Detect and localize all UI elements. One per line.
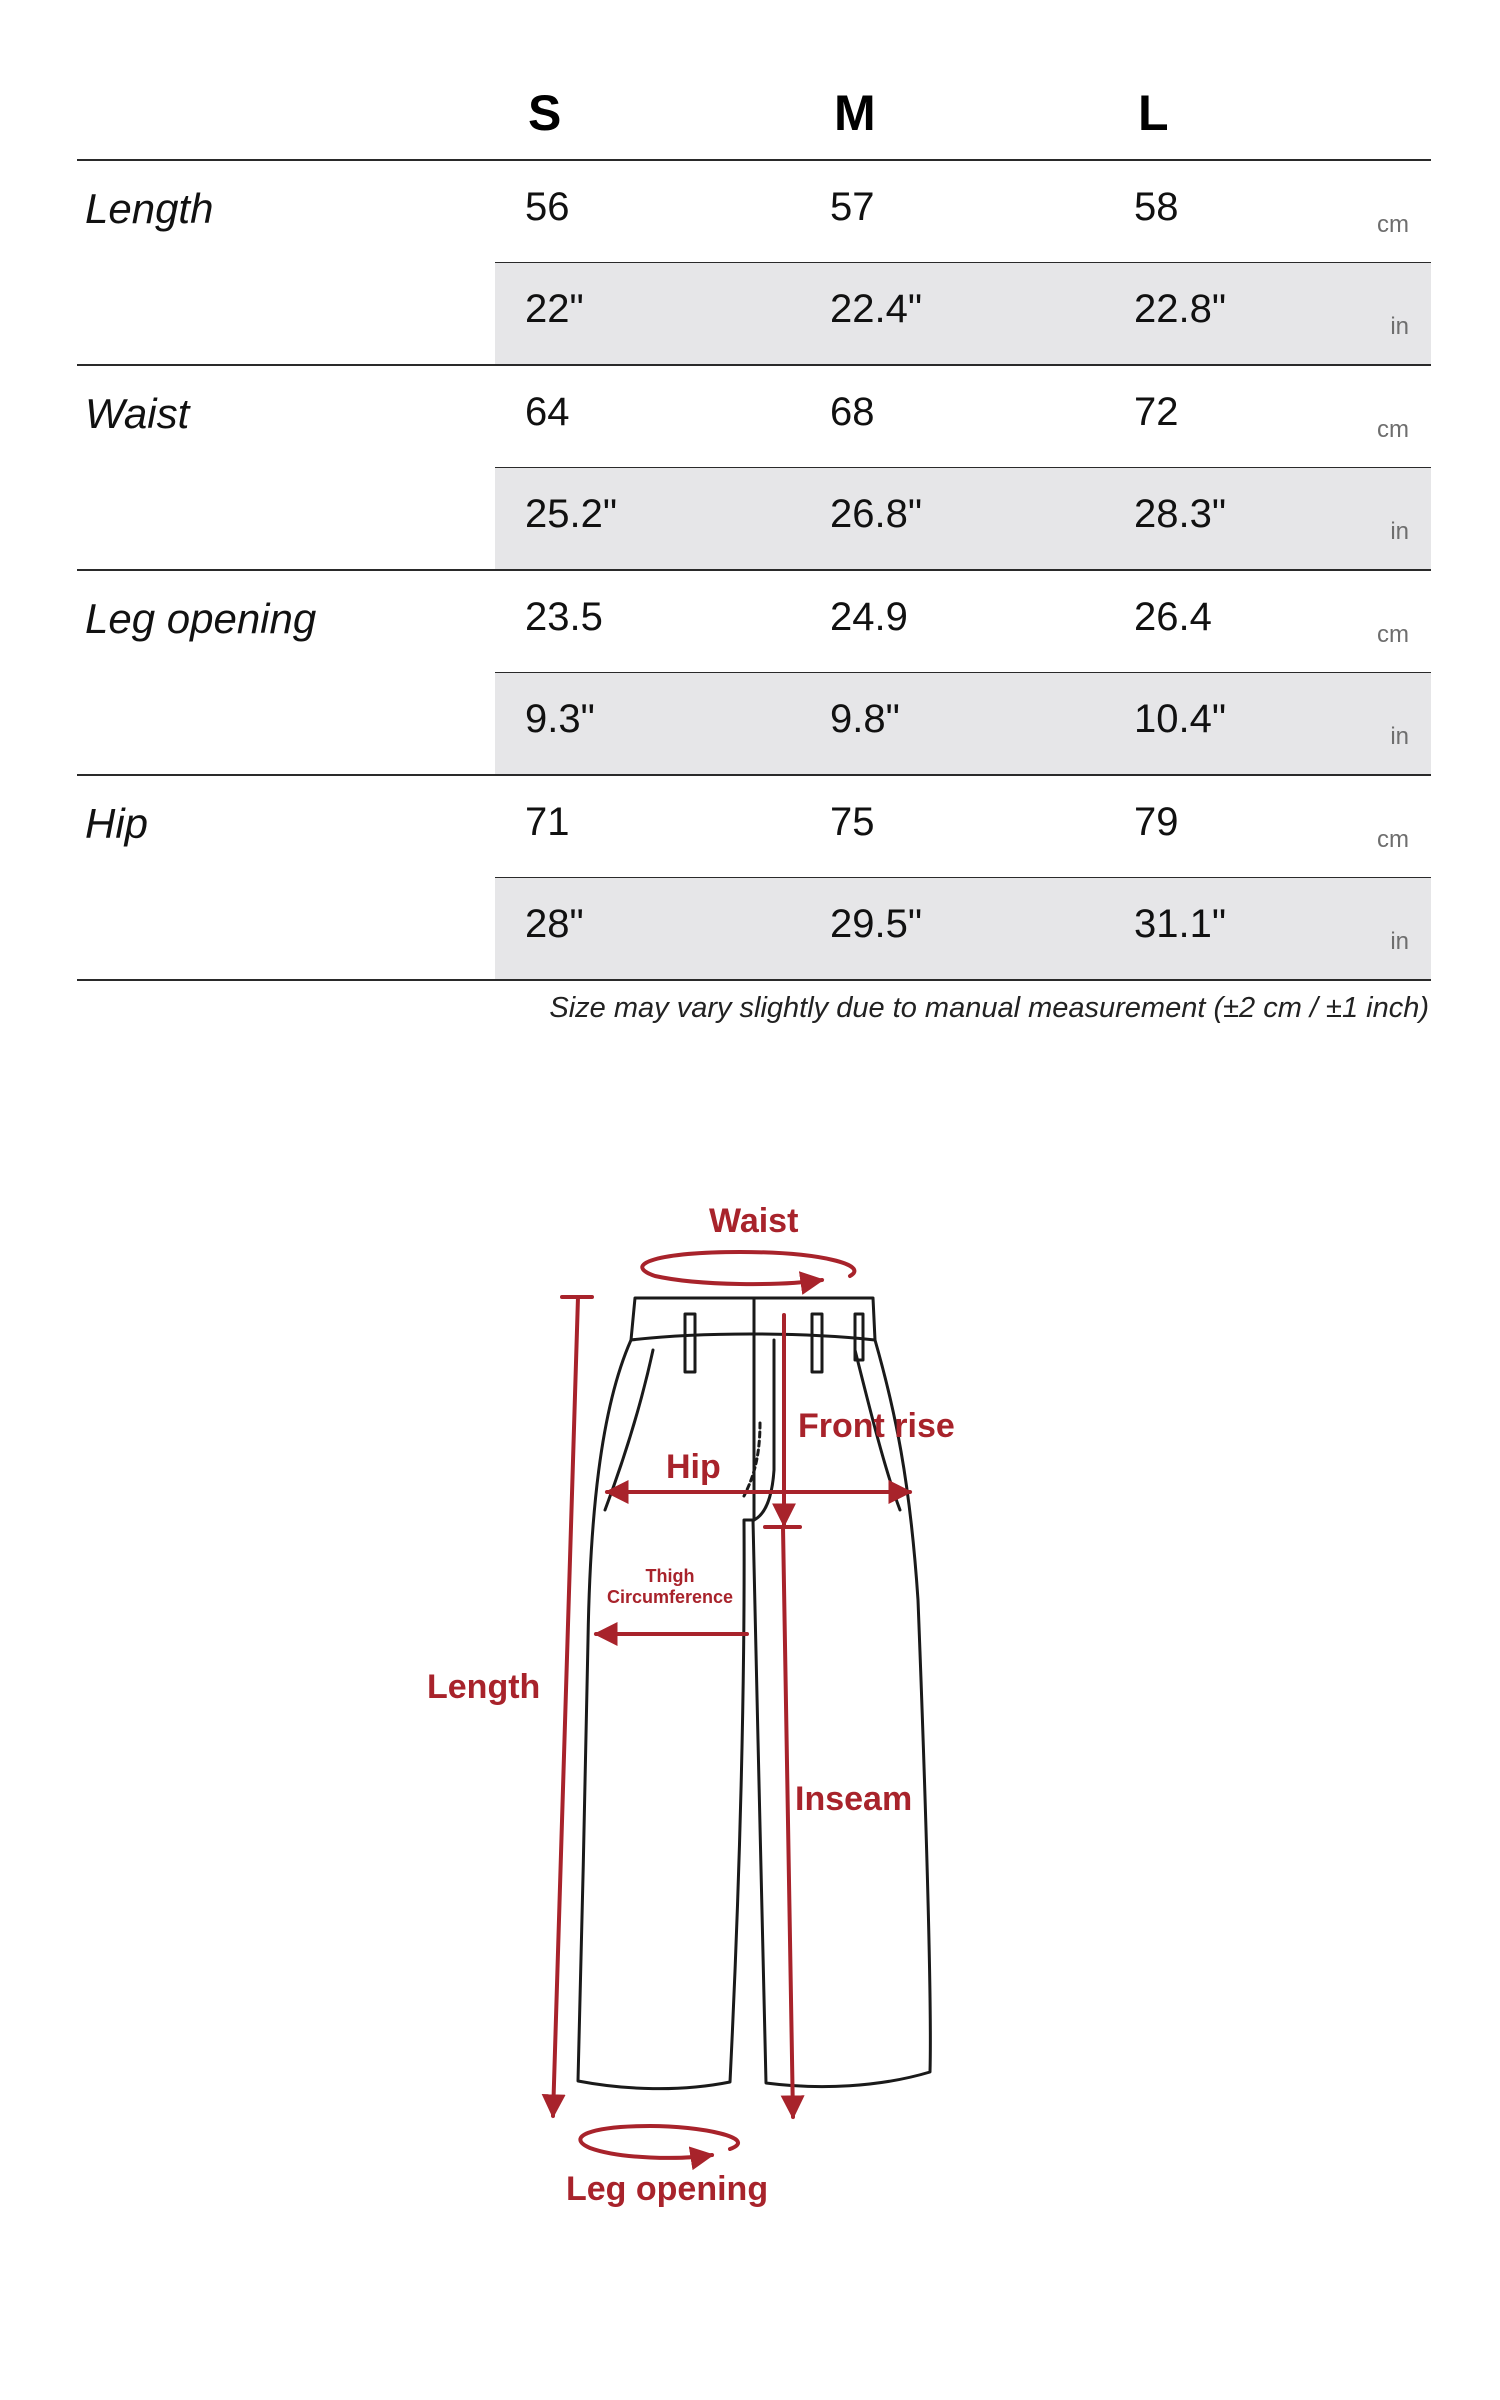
row-group-leg-opening	[77, 571, 1431, 776]
cell-value: 26.8"	[830, 492, 923, 536]
label-waist: Waist	[709, 1202, 799, 1240]
unit-in: in	[1390, 928, 1409, 955]
cell-value: 58	[1134, 185, 1179, 229]
cell-value: 26.4	[1134, 595, 1212, 639]
leg-opening-arrow	[580, 2126, 738, 2158]
row-length-in	[495, 263, 1431, 364]
crotch-curve	[744, 1423, 760, 1496]
cell-value: 28"	[525, 902, 584, 946]
row-group-hip	[77, 776, 1431, 981]
row-label-length: Length	[85, 185, 214, 232]
cell-value: 9.3"	[525, 697, 595, 741]
row-hip-cm	[495, 776, 1431, 879]
label-leg-opening: Leg opening	[566, 2170, 769, 2208]
row-label-hip: Hip	[85, 800, 149, 847]
unit-cm: cm	[1377, 826, 1409, 853]
label-thigh-line1: Thigh	[645, 1566, 695, 1586]
cell-value: 57	[830, 185, 875, 229]
row-length-cm	[495, 161, 1431, 264]
row-leg-opening-in	[495, 673, 1431, 774]
unit-cm: cm	[1377, 621, 1409, 648]
unit-cm: cm	[1377, 211, 1409, 238]
row-group-waist	[77, 366, 1431, 571]
belt-loop-left	[685, 1314, 695, 1372]
cell-value: 71	[525, 800, 570, 844]
row-label-leg-opening: Leg opening	[85, 595, 317, 642]
unit-in: in	[1390, 518, 1409, 545]
cell-value: 31.1"	[1134, 902, 1227, 946]
label-front-rise: Front rise	[798, 1407, 955, 1445]
measurement-note: Size may vary slightly due to manual measurement (±2 cm / ±1 inch)	[549, 992, 1429, 1024]
row-waist-cm	[495, 366, 1431, 469]
cell-value: 72	[1134, 390, 1179, 434]
cell-value: 23.5	[525, 595, 603, 639]
label-length: Length	[427, 1668, 541, 1706]
cell-value: 10.4"	[1134, 697, 1227, 741]
pants-measurement-diagram	[0, 1180, 1500, 2240]
row-leg-opening-cm	[495, 571, 1431, 674]
cell-value: 22"	[525, 287, 584, 331]
cell-value: 68	[830, 390, 875, 434]
cell-value: 75	[830, 800, 875, 844]
cell-value: 24.9	[830, 595, 908, 639]
size-header-s: S	[528, 85, 562, 141]
unit-in: in	[1390, 313, 1409, 340]
size-header-row	[77, 60, 1431, 161]
cell-value: 9.8"	[830, 697, 900, 741]
unit-in: in	[1390, 723, 1409, 750]
unit-cm: cm	[1377, 416, 1409, 443]
size-chart-table	[77, 60, 1431, 981]
cell-value: 22.8"	[1134, 287, 1227, 331]
size-header-m: M	[834, 85, 876, 141]
pocket-left	[605, 1350, 653, 1510]
waist-arrow	[642, 1252, 854, 1284]
length-arrow	[553, 1297, 578, 2116]
belt-loop-center	[812, 1314, 822, 1372]
label-thigh-line2: Circumference	[606, 1587, 734, 1607]
size-header-l: L	[1138, 85, 1169, 141]
cell-value: 64	[525, 390, 570, 434]
cell-value: 29.5"	[830, 902, 923, 946]
cell-value: 22.4"	[830, 287, 923, 331]
row-waist-in	[495, 468, 1431, 569]
cell-value: 56	[525, 185, 570, 229]
row-label-waist: Waist	[85, 390, 190, 437]
row-group-length	[77, 161, 1431, 366]
cell-value: 25.2"	[525, 492, 618, 536]
inseam-arrow	[783, 1527, 793, 2117]
row-hip-in	[495, 878, 1431, 979]
cell-value: 79	[1134, 800, 1179, 844]
cell-value: 28.3"	[1134, 492, 1227, 536]
label-hip: Hip	[666, 1448, 721, 1486]
label-inseam: Inseam	[795, 1780, 913, 1818]
